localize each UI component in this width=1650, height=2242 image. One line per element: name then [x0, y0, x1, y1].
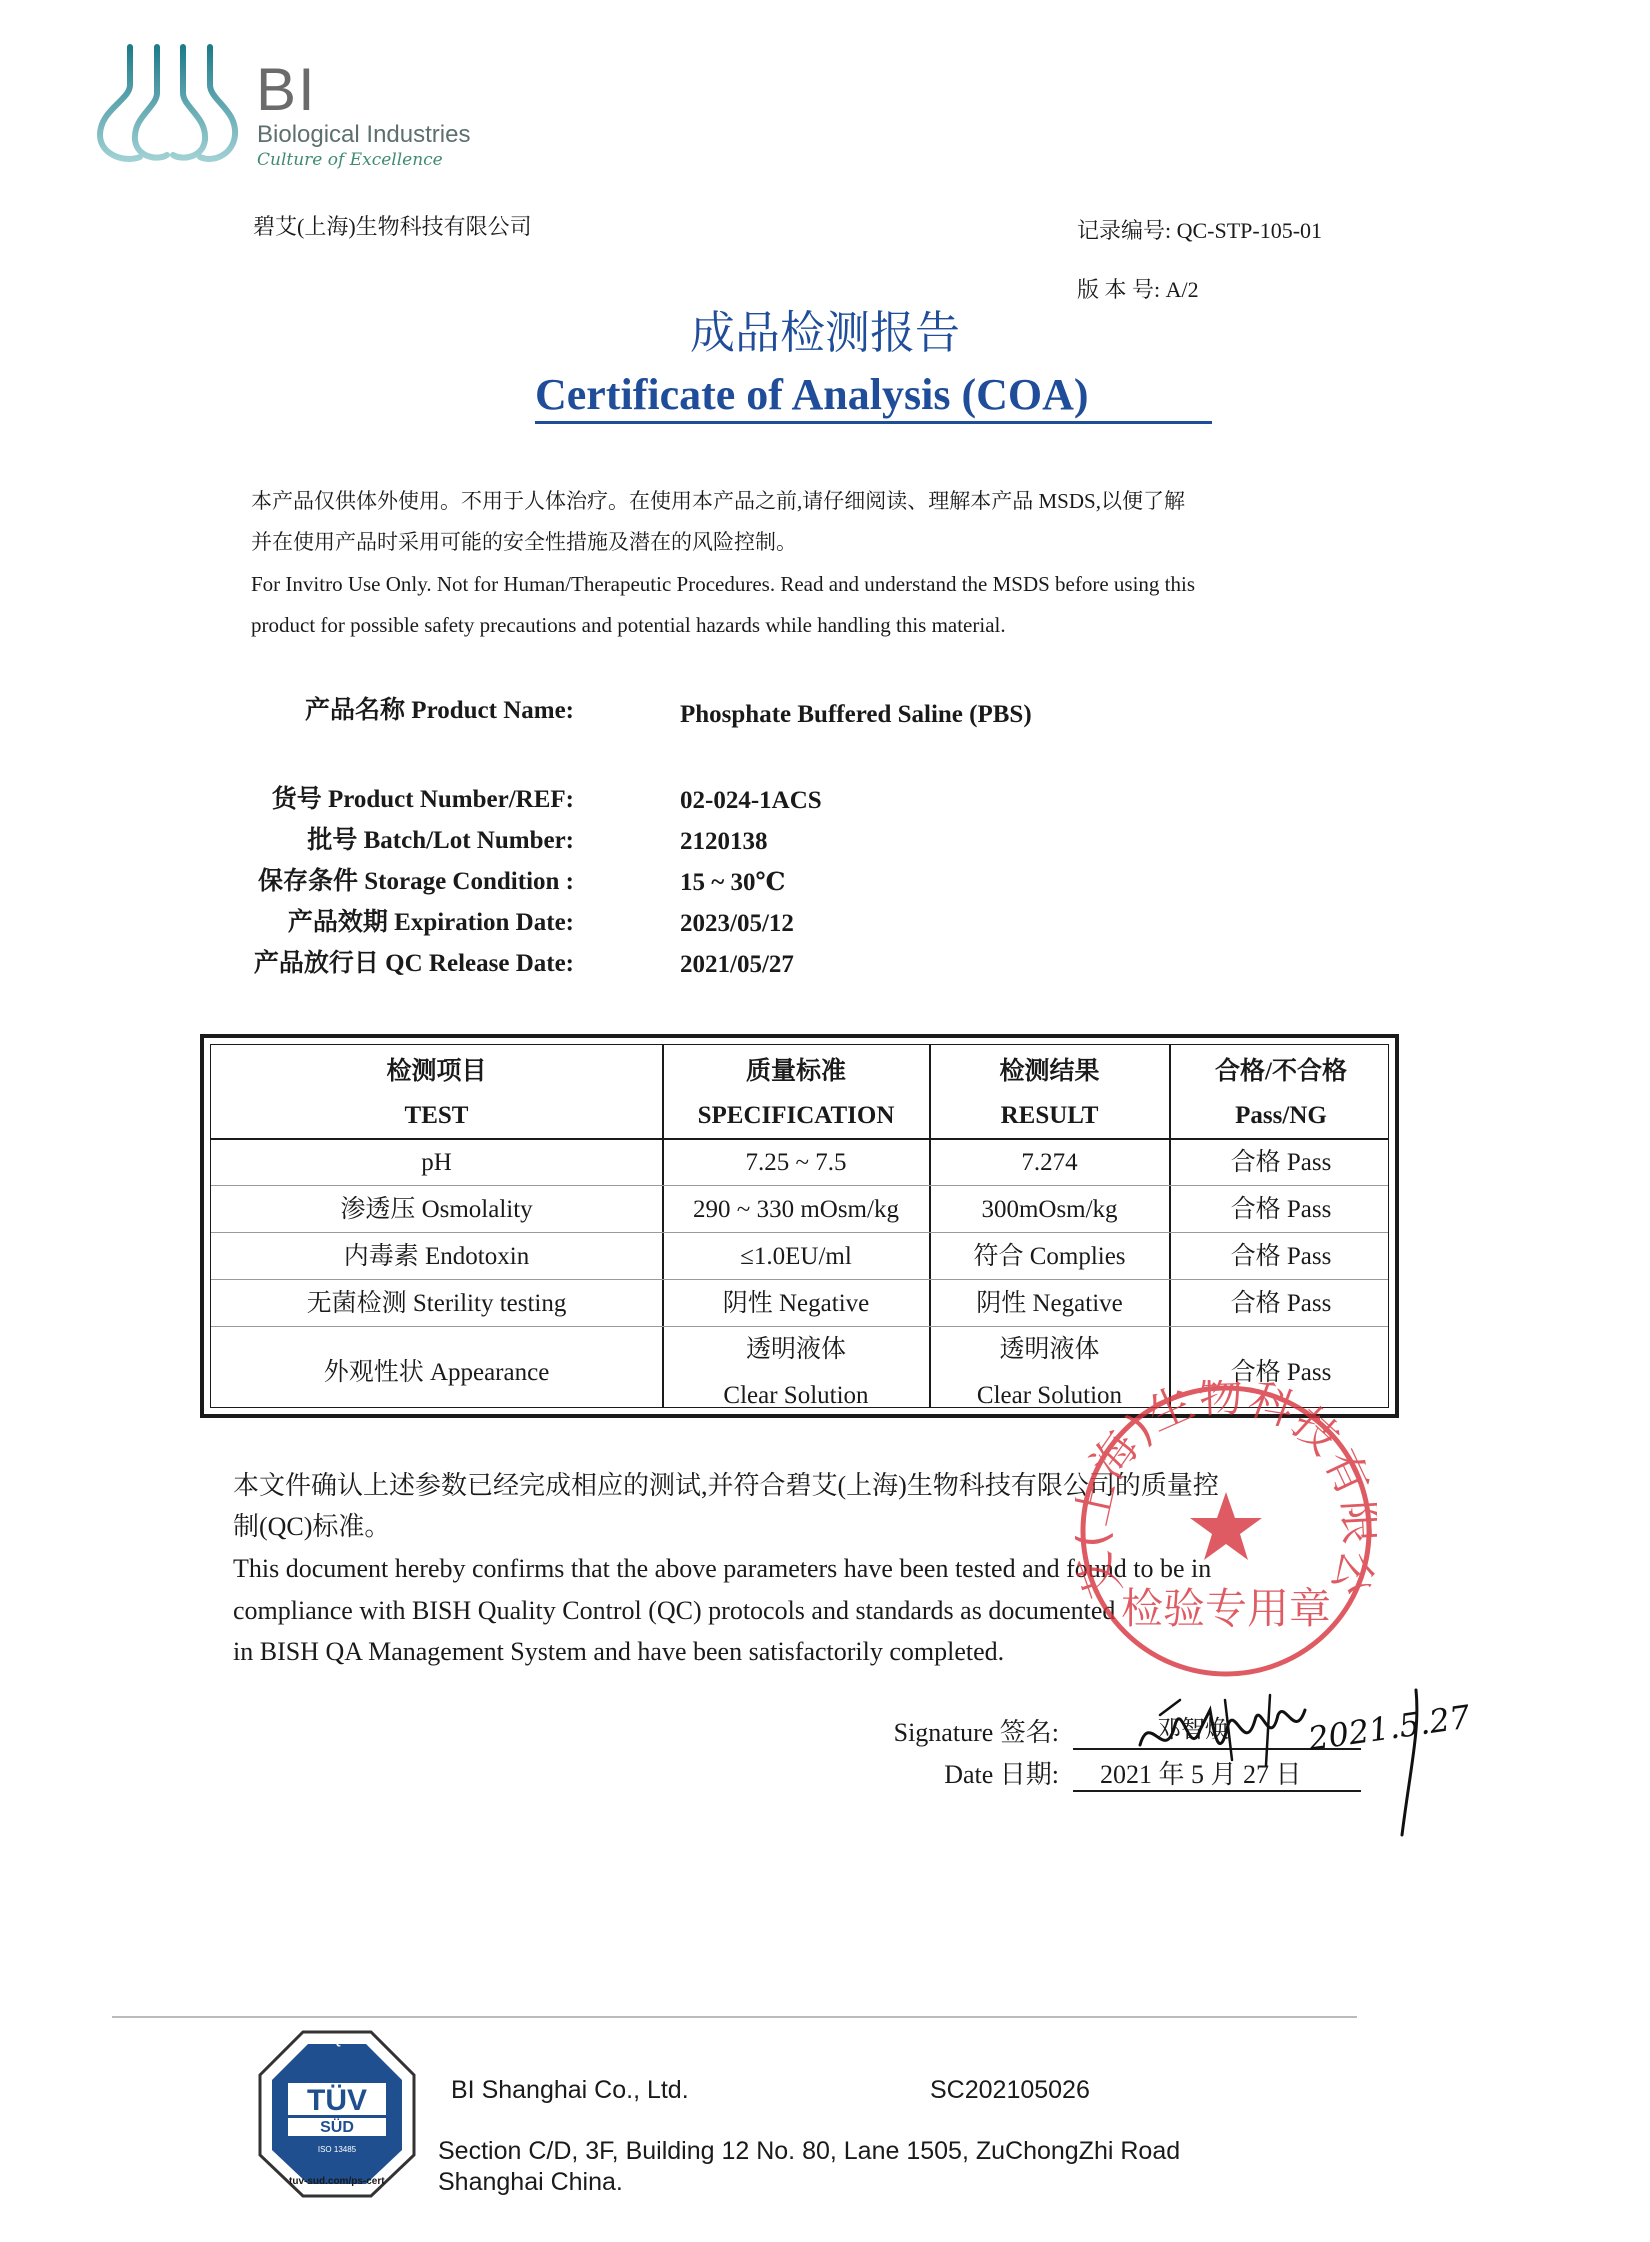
- company-name-cn: 碧艾(上海)生物科技有限公司: [253, 214, 532, 239]
- signature-label: Signature 签名:: [893, 1718, 1059, 1747]
- table-cell-result: 300mOsm/kg: [981, 1196, 1118, 1223]
- table-cell-test: 内毒素 Endotoxin: [343, 1243, 530, 1270]
- footer-address-line1: Section C/D, 3F, Building 12 No. 80, Lane 1505, ZuChongZhi Road: [438, 2137, 1181, 2165]
- results-table: [200, 1034, 1399, 1418]
- confirmation-cn-line2: 制(QC)标准。: [233, 1512, 391, 1541]
- results-table-grid: [210, 1044, 1389, 1408]
- notice-cn-line2: 并在使用产品时采用可能的安全性措施及潜在的风险控制。: [251, 530, 797, 554]
- date-label: Date 日期:: [944, 1760, 1059, 1789]
- header-test-en: TEST: [404, 1102, 469, 1129]
- confirmation-cn-line1: 本文件确认上述参数已经完成相应的测试,并符合碧艾(上海)生物科技有限公司的质量控: [233, 1471, 1219, 1500]
- table-header-divider: [211, 1138, 1388, 1140]
- header-pass-cn: 合格/不合格: [1215, 1058, 1347, 1085]
- title-en: Certificate of Analysis (COA): [535, 370, 1089, 419]
- svg-text:SÜD: SÜD: [320, 2119, 354, 2136]
- logo-tagline: Culture of Excellence: [257, 150, 443, 170]
- svg-text:ISO 13485: ISO 13485: [317, 2145, 357, 2154]
- storage-condition-value: 15 ~ 30℃: [680, 869, 786, 896]
- table-cell-result: 阴性 Negative: [976, 1290, 1123, 1317]
- table-row-divider: [211, 1185, 1388, 1186]
- tuv-url: tuv-sud.com/ps-cert: [289, 2176, 385, 2187]
- expiration-date-label: 产品效期 Expiration Date:: [287, 909, 574, 936]
- table-cell-test: 外观性状 Appearance: [323, 1359, 550, 1386]
- table-cell-test: pH: [421, 1149, 452, 1176]
- handwritten-date: 2021.5.27: [1305, 1697, 1473, 1758]
- storage-condition-label: 保存条件 Storage Condition :: [258, 868, 574, 895]
- notice-cn-line1: 本产品仅供体外使用。不用于人体治疗。在使用本产品之前,请仔细阅读、理解本产品 MSDS,以便了解: [251, 489, 1185, 513]
- product-ref-value: 02-024-1ACS: [680, 787, 822, 814]
- notice-en-line2: product for possible safety precautions and potential hazards while handling this material.: [251, 613, 1006, 637]
- record-number: 记录编号: QC-STP-105-01: [1077, 218, 1323, 243]
- table-cell-result: Clear Solution: [976, 1382, 1123, 1409]
- lot-number-value: 2120138: [680, 828, 768, 855]
- lot-number-label: 批号 Batch/Lot Number:: [307, 827, 574, 854]
- qc-release-date-label: 产品放行日 QC Release Date:: [253, 950, 574, 977]
- table-row-divider: [211, 1232, 1388, 1233]
- qc-release-date-value: 2021/05/27: [680, 951, 794, 978]
- table-cell-spec: 290 ~ 330 mOsm/kg: [693, 1196, 899, 1223]
- expiration-date-value: 2023/05/12: [680, 910, 794, 937]
- product-name-label: 产品名称 Product Name:: [305, 697, 574, 724]
- table-row-divider: [211, 1326, 1388, 1327]
- header-result-cn: 检测结果: [999, 1058, 1100, 1085]
- table-cell-pass: 合格 Pass: [1230, 1290, 1332, 1317]
- table-cell-test: 无菌检测 Sterility testing: [306, 1290, 567, 1317]
- handwritten-signature: [1120, 1670, 1473, 1840]
- table-cell-result: 符合 Complies: [973, 1243, 1126, 1270]
- footer-divider: [112, 2016, 1357, 2018]
- notice-en-line1: For Invitro Use Only. Not for Human/Therapeutic Procedures. Read and understand the MSDS before using this: [251, 572, 1196, 596]
- confirmation-en-line3: in BISH QA Management System and have been satisfactorily completed.: [233, 1637, 1005, 1666]
- title-underline: [535, 421, 1212, 424]
- table-cell-pass: 合格 Pass: [1230, 1196, 1332, 1223]
- table-cell-pass: 合格 Pass: [1230, 1359, 1332, 1386]
- date-value: 2021 年 5 月 27 日: [1100, 1760, 1302, 1789]
- svg-text:TÜV: TÜV: [307, 2084, 367, 2117]
- confirmation-en-line2: compliance with BISH Quality Control (QC) protocols and standards as documented: [233, 1596, 1116, 1625]
- product-ref-label: 货号 Product Number/REF:: [271, 786, 574, 813]
- table-cell-result: 7.274: [1021, 1149, 1078, 1176]
- signer-name: 邓智焕: [1157, 1717, 1229, 1743]
- svg-text:Q: Q: [332, 2033, 342, 2047]
- table-cell-result: 透明液体: [999, 1336, 1100, 1363]
- table-cell-spec: 透明液体: [745, 1336, 846, 1363]
- seal-inner-text: 检验专用章: [1120, 1584, 1332, 1633]
- table-cell-spec: 7.25 ~ 7.5: [745, 1149, 847, 1176]
- seal-outer-text: 海)生物科技有: [1082, 1380, 1377, 1506]
- logo-short-name: BI: [256, 56, 317, 123]
- header-spec-cn: 质量标准: [745, 1058, 846, 1085]
- table-cell-pass: 合格 Pass: [1230, 1243, 1332, 1270]
- footer-certificate-number: SC202105026: [930, 2076, 1090, 2104]
- table-cell-spec: 阴性 Negative: [722, 1290, 870, 1317]
- logo-company-name: Biological Industries: [257, 121, 471, 148]
- header-spec-en: SPECIFICATION: [697, 1102, 895, 1129]
- table-row-divider: [211, 1279, 1388, 1280]
- title-cn: 成品检测报告: [689, 306, 960, 359]
- table-cell-spec: Clear Solution: [723, 1382, 869, 1409]
- table-cell-test: 渗透压 Osmolality: [340, 1196, 533, 1223]
- table-divider: [1169, 1045, 1171, 1407]
- table-cell-spec: ≤1.0EU/ml: [740, 1243, 852, 1270]
- header-test-cn: 检测项目: [386, 1058, 487, 1085]
- footer-company-name: BI Shanghai Co., Ltd.: [451, 2076, 689, 2104]
- product-name-value: Phosphate Buffered Saline (PBS): [680, 701, 1032, 728]
- tuv-certification-icon: [258, 2030, 416, 2198]
- confirmation-en-line1: This document hereby confirms that the above parameters have been tested and found to be in: [233, 1554, 1212, 1583]
- version-number: 版 本 号: A/2: [1077, 277, 1199, 302]
- table-cell-pass: 合格 Pass: [1230, 1149, 1332, 1176]
- company-seal-stamp: [1075, 1380, 1377, 1682]
- header-pass-en: Pass/NG: [1235, 1102, 1327, 1129]
- footer-address-line2: Shanghai China.: [438, 2168, 623, 2196]
- header-result-en: RESULT: [1000, 1102, 1099, 1129]
- company-logo-icon: [95, 45, 240, 165]
